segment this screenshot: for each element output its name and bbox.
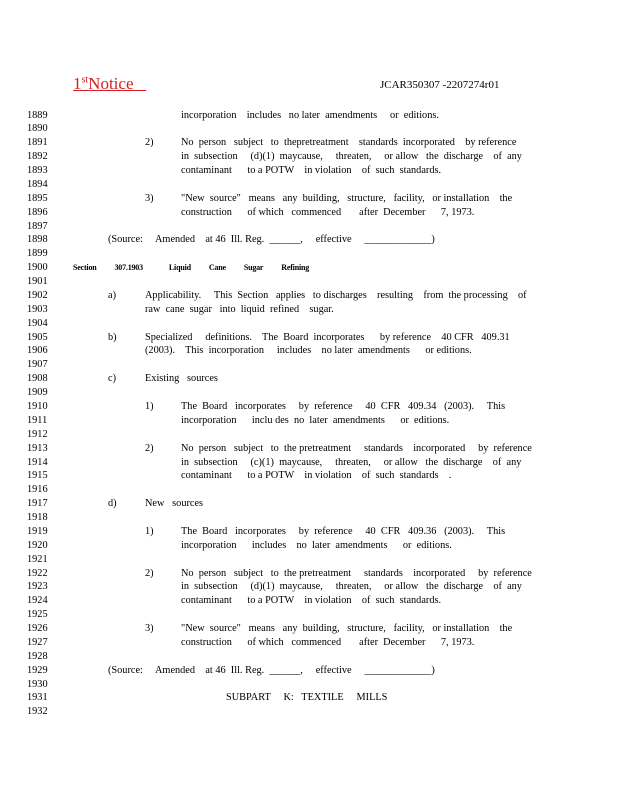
document-line: [0, 636, 618, 650]
line-number: 1918: [27, 512, 48, 524]
document-line: [0, 372, 618, 386]
document-line: [0, 164, 618, 178]
document-line: [0, 497, 618, 511]
line-number: 1923: [27, 581, 48, 593]
line-number: 1898: [27, 234, 48, 246]
paragraph-label: d): [108, 498, 117, 510]
line-text: No person subject to the pretreatment standards incorporated by reference: [181, 442, 532, 454]
line-number: 1902: [27, 289, 48, 301]
line-number: 1890: [27, 123, 48, 135]
line-text: contaminant to a POTW in violation of such standards.: [181, 165, 442, 177]
line-text: New sources: [145, 498, 204, 510]
document-line: [0, 150, 618, 164]
paragraph-label: c): [108, 373, 116, 385]
document-line: [0, 358, 618, 372]
line-number: 1907: [27, 359, 48, 371]
line-number: 1896: [27, 206, 48, 218]
document-line: [0, 622, 618, 636]
line-number: 1912: [27, 428, 48, 440]
line-text: in subsection (c)(1) maycause, threaten, or allow the discharge of any: [181, 456, 522, 468]
line-text: incorporation includes no later amendments or editions.: [181, 109, 439, 121]
line-text: construction of which commenced after December 7, 1973.: [181, 636, 475, 648]
line-number: 1921: [27, 553, 48, 565]
line-text: contaminant to a POTW in violation of such standards.: [181, 595, 442, 607]
document-line: [0, 386, 618, 400]
line-number: 1915: [27, 470, 48, 482]
line-text: Existing sources: [145, 373, 218, 385]
paragraph-label: a): [108, 289, 116, 301]
document-line: [0, 428, 618, 442]
paragraph-label: 1): [145, 525, 154, 537]
document-line: [0, 303, 618, 317]
line-number: 1904: [27, 317, 48, 329]
line-number: 1928: [27, 650, 48, 662]
document-line: [0, 220, 618, 234]
paragraph-label: 1): [145, 400, 154, 412]
section-heading-word: Liquid: [168, 263, 191, 273]
document-line: [0, 275, 618, 289]
document-line: [0, 400, 618, 414]
section-heading-word: Section: [73, 263, 97, 273]
document-line: [0, 705, 618, 719]
line-number: 1914: [27, 456, 48, 468]
line-number: 1905: [27, 331, 48, 343]
line-number: 1916: [27, 484, 48, 496]
document-line: [0, 317, 618, 331]
paragraph-label: 3): [145, 192, 154, 204]
line-text: Amended at 46 Ill. Reg. ______, effective _____________): [155, 234, 435, 246]
paragraph-label: 2): [145, 442, 154, 454]
line-number: 1895: [27, 192, 48, 204]
paragraph-label: (Source:: [108, 234, 143, 246]
line-number: 1926: [27, 623, 48, 635]
line-number: 1922: [27, 567, 48, 579]
line-number: 1906: [27, 345, 48, 357]
line-text: The Board incorporates by reference 40 CFR 409.34 (2003). This: [181, 400, 506, 412]
line-number: 1911: [27, 414, 48, 426]
line-number: 1897: [27, 220, 48, 232]
document-line: [0, 650, 618, 664]
document-line: [0, 109, 618, 123]
document-line: [0, 414, 618, 428]
document-line: [0, 178, 618, 192]
paragraph-label: 2): [145, 567, 154, 579]
line-text: Amended at 46 Ill. Reg. ______, effective _____________): [155, 664, 435, 676]
line-number: 1908: [27, 373, 48, 385]
document-line: [0, 289, 618, 303]
document-line: [0, 691, 618, 705]
line-number: 1924: [27, 595, 48, 607]
line-number: 1894: [27, 178, 48, 190]
line-number: 1909: [27, 387, 48, 399]
section-heading-word: Sugar: [243, 263, 264, 273]
line-number: 1899: [27, 248, 48, 260]
line-number: 1913: [27, 442, 48, 454]
document-line: [0, 608, 618, 622]
notice-heading: 1stNotice: [73, 74, 134, 93]
document-line: [0, 580, 618, 594]
line-number: 1889: [27, 109, 48, 121]
document-line: [0, 456, 618, 470]
document-line: [0, 594, 618, 608]
line-number: 1931: [27, 692, 48, 704]
line-number: 1932: [27, 706, 48, 718]
document-line: [0, 511, 618, 525]
line-number: 1903: [27, 303, 48, 315]
document-line: [0, 664, 618, 678]
line-text: in subsection (d)(1) maycause, threaten, or allow the discharge of any: [181, 151, 522, 163]
document-line: [0, 567, 618, 581]
document-line: [0, 344, 618, 358]
section-heading-word: Refining: [281, 263, 310, 273]
line-number: 1910: [27, 400, 48, 412]
document-line: [0, 261, 618, 275]
section-heading: [73, 261, 327, 275]
line-text: No person subject to thepretreatment standards incorporated by reference: [181, 137, 517, 149]
line-text: "New source" means any building, structure, facility, or installation the: [181, 192, 513, 204]
line-number: 1919: [27, 525, 48, 537]
document-line: [0, 553, 618, 567]
paragraph-label: 2): [145, 137, 154, 149]
paragraph-label: b): [108, 331, 117, 343]
line-text: contaminant to a POTW in violation of such standards .: [181, 470, 452, 482]
line-number: 1929: [27, 664, 48, 676]
document-line: [0, 469, 618, 483]
line-number: 1893: [27, 165, 48, 177]
line-number: 1925: [27, 609, 48, 621]
document-line: [0, 525, 618, 539]
document-line: [0, 206, 618, 220]
document-line: [0, 192, 618, 206]
section-heading-word: Cane: [208, 263, 226, 273]
document-line: [0, 247, 618, 261]
document-line: [0, 331, 618, 345]
line-text: (2003). This incorporation includes no later amendments or editions.: [145, 345, 472, 357]
paragraph-label: (Source:: [108, 664, 143, 676]
line-number: 1901: [27, 276, 48, 288]
document-line: [0, 442, 618, 456]
document-line: [0, 233, 618, 247]
line-number: 1930: [27, 678, 48, 690]
line-number: 1891: [27, 137, 48, 149]
line-text: Applicability. This Section applies to discharges resulting from the processing of: [145, 289, 527, 301]
line-number: 1927: [27, 636, 48, 648]
paragraph-label: 3): [145, 623, 154, 635]
line-text: incorporation includes no later amendments or editions.: [181, 539, 452, 551]
document-line: [0, 539, 618, 553]
line-number: 1892: [27, 151, 48, 163]
document-line: [0, 483, 618, 497]
document-line: [0, 678, 618, 692]
line-text: Specialized definitions. The Board incorporates by reference 40 CFR 409.31: [145, 331, 510, 343]
section-heading-word: 307.1903: [114, 263, 143, 273]
line-text: in subsection (d)(1) maycause, threaten, or allow the discharge of any: [181, 581, 522, 593]
line-number: 1920: [27, 539, 48, 551]
line-text: No person subject to the pretreatment standards incorporated by reference: [181, 567, 532, 579]
line-text: The Board incorporates by reference 40 CFR 409.36 (2003). This: [181, 525, 506, 537]
document-line: [0, 136, 618, 150]
line-number: 1917: [27, 498, 48, 510]
document-line: [0, 122, 618, 136]
line-text: incorporation inclu des no later amendments or editions.: [181, 414, 450, 426]
line-number: 1900: [27, 262, 48, 274]
subpart-heading: SUBPART K: TEXTILE MILLS: [226, 692, 388, 704]
document-code: JCAR350307 -2207274r01: [380, 79, 500, 91]
line-text: construction of which commenced after December 7, 1973.: [181, 206, 475, 218]
line-text: raw cane sugar into liquid refined sugar.: [145, 303, 334, 315]
line-text: "New source" means any building, structure, facility, or installation the: [181, 623, 513, 635]
